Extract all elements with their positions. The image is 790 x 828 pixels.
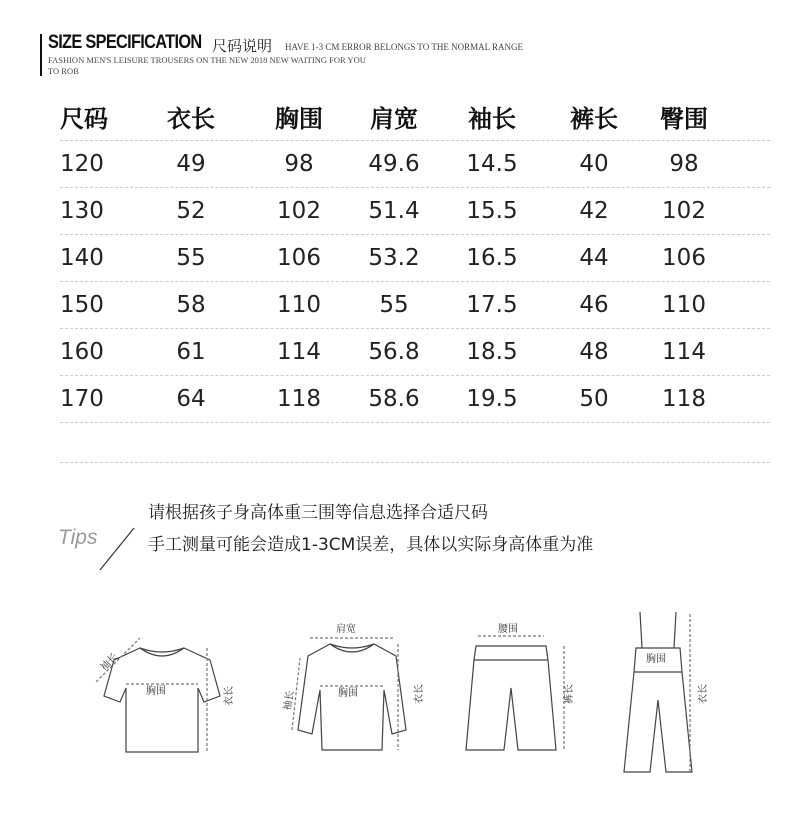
shorts-length-label: 裤长 bbox=[564, 684, 575, 704]
table-cell: 55 bbox=[176, 245, 206, 271]
sweater-chest-label: 胸围 bbox=[338, 688, 358, 699]
table-cell: 110 bbox=[277, 292, 321, 318]
table-cell: 120 bbox=[60, 151, 104, 177]
table-cell: 42 bbox=[579, 198, 609, 224]
column-header-pants-length: 裤长 bbox=[570, 104, 618, 133]
table-cell: 40 bbox=[579, 151, 609, 177]
table-cell: 58.6 bbox=[368, 386, 420, 412]
table-row bbox=[60, 282, 770, 329]
table-cell: 98 bbox=[669, 151, 699, 177]
table-cell: 106 bbox=[277, 245, 321, 271]
table-cell: 50 bbox=[579, 386, 609, 412]
table-cell: 14.5 bbox=[466, 151, 518, 177]
shorts-waist-label: 腰围 bbox=[498, 624, 518, 635]
table-cell: 46 bbox=[579, 292, 609, 318]
overalls-chest-label: 胸围 bbox=[646, 654, 666, 665]
column-header-size: 尺码 bbox=[60, 104, 108, 133]
table-cell: 102 bbox=[277, 198, 321, 224]
table-cell: 53.2 bbox=[368, 245, 420, 271]
table-cell: 64 bbox=[176, 386, 206, 412]
table-row bbox=[60, 235, 770, 282]
overalls-outline-icon bbox=[624, 612, 692, 772]
table-cell: 49 bbox=[176, 151, 206, 177]
table-cell: 118 bbox=[277, 386, 321, 412]
table-cell: 102 bbox=[662, 198, 706, 224]
table-cell: 48 bbox=[579, 339, 609, 365]
overalls-length-label: 衣长 bbox=[698, 684, 709, 704]
tips-label: Tips bbox=[58, 526, 98, 549]
table-row bbox=[60, 188, 770, 235]
table-cell: 55 bbox=[379, 292, 409, 318]
measurement-diagrams bbox=[0, 600, 790, 780]
table-cell: 44 bbox=[579, 245, 609, 271]
sweater-length-label: 衣长 bbox=[414, 684, 425, 704]
table-cell: 114 bbox=[277, 339, 321, 365]
shorts-diagram bbox=[466, 636, 564, 750]
table-cell: 61 bbox=[176, 339, 206, 365]
sweater-shoulder-label: 肩宽 bbox=[336, 624, 356, 635]
table-cell: 58 bbox=[176, 292, 206, 318]
tips-divider-slash bbox=[98, 498, 138, 578]
table-cell: 140 bbox=[60, 245, 104, 271]
table-cell: 52 bbox=[176, 198, 206, 224]
table-row bbox=[60, 376, 770, 423]
table-cell: 98 bbox=[284, 151, 314, 177]
table-row bbox=[60, 329, 770, 376]
table-cell: 18.5 bbox=[466, 339, 518, 365]
header-subtitle: FASHION MEN'S LEISURE TROUSERS ON THE NEW 2018 NEW WAITING FOR YOU TO ROB bbox=[48, 55, 366, 76]
table-cell: 114 bbox=[662, 339, 706, 365]
header-accent-bar bbox=[40, 34, 42, 76]
table-cell: 56.8 bbox=[368, 339, 420, 365]
header-title-cn: 尺码说明 bbox=[212, 37, 273, 55]
tshirt-outline-icon bbox=[104, 648, 220, 752]
table-cell: 51.4 bbox=[368, 198, 420, 224]
overalls-diagram bbox=[624, 612, 692, 772]
header bbox=[40, 32, 560, 80]
header-note: HAVE 1-3 CM ERROR BELONGS TO THE NORMAL RANGE bbox=[285, 42, 524, 52]
column-header-hip: 臀围 bbox=[660, 104, 708, 133]
column-header-shoulder: 肩宽 bbox=[370, 104, 418, 133]
table-cell: 19.5 bbox=[466, 386, 518, 412]
tshirt-length-label: 衣长 bbox=[224, 686, 235, 706]
tshirt-sleeve-label: 袖长 bbox=[98, 651, 121, 674]
table-cell: 49.6 bbox=[368, 151, 420, 177]
table-cell: 170 bbox=[60, 386, 104, 412]
table-cell: 160 bbox=[60, 339, 104, 365]
diagrams-svg bbox=[0, 600, 790, 780]
table-cell: 118 bbox=[662, 386, 706, 412]
column-header-chest: 胸围 bbox=[275, 104, 323, 133]
table-row bbox=[60, 141, 770, 188]
table-cell: 17.5 bbox=[466, 292, 518, 318]
tips-line-1: 请根据孩子身高体重三围等信息选择合适尺码 bbox=[148, 503, 488, 523]
column-header-sleeve: 袖长 bbox=[468, 104, 516, 133]
size-table bbox=[60, 92, 770, 423]
header-title: SIZE SPECIFICATION bbox=[48, 32, 202, 53]
tips-line-2: 手工测量可能会造成1-3CM误差，具体以实际身高体重为准 bbox=[148, 535, 594, 555]
sweater-sleeve-label: 袖长 bbox=[282, 689, 297, 712]
table-bottom-divider bbox=[60, 462, 770, 463]
table-cell: 150 bbox=[60, 292, 104, 318]
table-cell: 16.5 bbox=[466, 245, 518, 271]
column-header-length: 衣长 bbox=[167, 104, 215, 133]
shorts-outline-icon bbox=[466, 646, 556, 750]
table-cell: 106 bbox=[662, 245, 706, 271]
table-header-row bbox=[60, 92, 770, 141]
table-cell: 15.5 bbox=[466, 198, 518, 224]
table-cell: 110 bbox=[662, 292, 706, 318]
table-cell: 130 bbox=[60, 198, 104, 224]
tshirt-chest-label: 胸围 bbox=[146, 686, 166, 697]
